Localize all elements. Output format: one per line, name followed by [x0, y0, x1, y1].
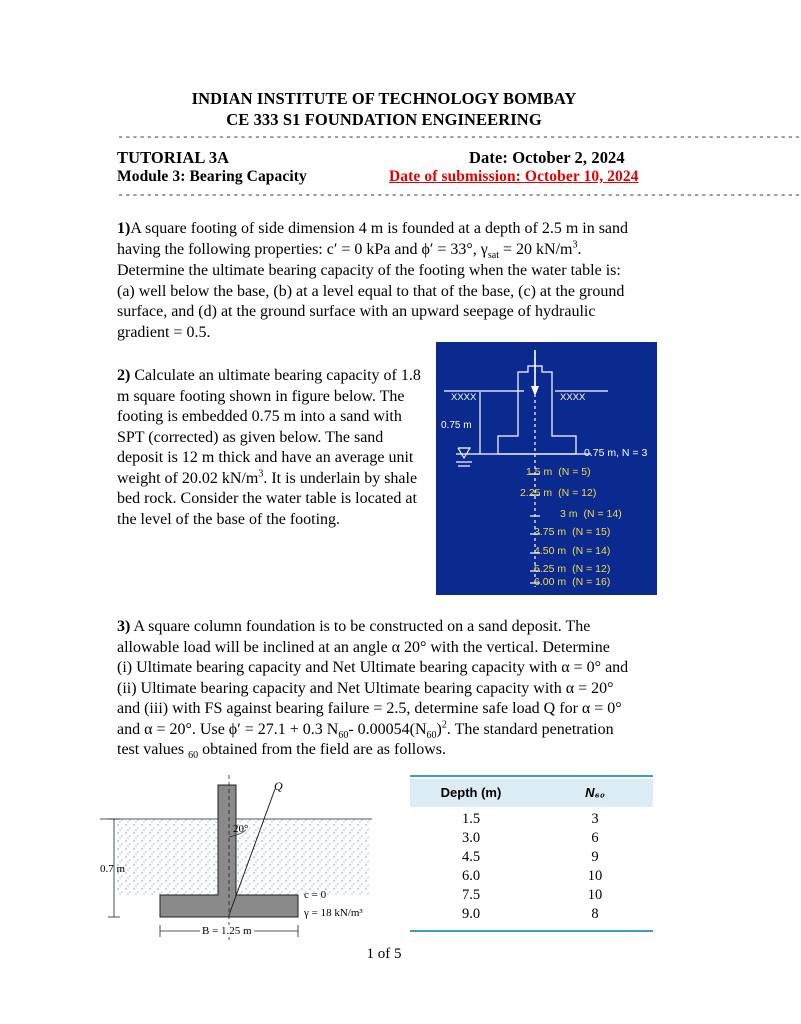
spt-label: 3 m (N = 14)	[560, 508, 622, 520]
q1-line-1: A square footing of side dimension 4 m is founded at a depth of 2.5 m in sand	[130, 220, 629, 237]
q1-line-2: having the following properties: c′ = 0 kPa and ϕ′ = 33°, $\gamma_{sat} = 20$ $kN/m^3$.	[117, 239, 582, 261]
q2-line-2: m square footing shown in figure below. The	[117, 387, 405, 405]
q3-number: 3)	[117, 618, 131, 635]
spt-label: 3.75 m (N = 15)	[534, 526, 611, 538]
n60-cell: 9	[591, 849, 599, 865]
spt-label: 4.50 m (N = 14)	[534, 545, 611, 557]
n60-cell: 8	[591, 906, 599, 922]
q3-line-7: test values $_{60}$ obtained from the field are as follows.	[117, 741, 447, 762]
q2-footing-figure	[436, 342, 657, 595]
q3-width-label: B = 1.25 m	[202, 925, 252, 937]
q1-line-5: surface, and (d) at the ground surface with an upward seepage of hydraulic	[117, 303, 596, 320]
q1-line-4: (a) well below the base, (b) at a level equal to that of the base, (c) at the ground	[117, 282, 625, 300]
depth-cell: 7.5	[461, 887, 481, 903]
depth-cell: 6.0	[461, 868, 481, 884]
course-title: CE 333 S1 FOUNDATION ENGINEERING	[226, 110, 542, 129]
submission-date: Date of submission: October 10, 2024	[389, 168, 639, 185]
spt-label: 6.00 m (N = 16)	[534, 576, 611, 588]
q1-line-6: gradient = 0.5.	[117, 323, 211, 341]
spt-label: 5.25 m (N = 12)	[534, 563, 611, 575]
table-row	[410, 906, 653, 924]
q2-line-6: weight of 20.02 $kN/m^3$. It is underlain by shale	[117, 468, 418, 487]
q2-line-4: SPT (corrected) as given below. The sand	[117, 428, 384, 446]
q3-cohesion-label: c = 0	[304, 889, 327, 901]
depth-cell: 4.5	[461, 849, 481, 865]
q3-line-4: (ii) Ultimate bearing capacity and Net Ultimate bearing capacity with α = 20°	[117, 679, 614, 697]
page-number: 1 of 5	[366, 946, 402, 962]
depth-cell: 1.5	[461, 811, 481, 827]
q2-line-8: the level of the base of the footing.	[117, 510, 341, 528]
table-header	[410, 779, 653, 807]
q1-number: 1)	[117, 220, 131, 237]
q2-line-7: bed rock. Consider the water table is located at	[117, 490, 417, 507]
q3-line-3: (i) Ultimate bearing capacity and Net Ultimate bearing capacity with α = 0° and	[117, 659, 629, 676]
table-row	[410, 849, 653, 867]
q2-line-3: footing is embedded 0.75 m into a sand with	[117, 408, 402, 425]
q2-hatch-left: XXXX	[451, 392, 477, 403]
date-label: Date: October 2, 2024	[469, 148, 625, 167]
q3-line-1: A square column foundation is to be constructed on a sand deposit. The	[130, 618, 591, 635]
q3-footing-diagram	[100, 775, 390, 945]
n60-cell: 10	[587, 868, 603, 884]
q2-spt-labels	[436, 342, 657, 595]
table-row	[410, 868, 653, 886]
question-3	[117, 617, 652, 761]
n60-cell: 10	[587, 887, 603, 903]
tutorial-label: TUTORIAL 3A	[117, 148, 230, 167]
question-2	[117, 366, 432, 530]
spt-label: 1.5 m (N = 5)	[526, 466, 591, 478]
spt-label: 2.25 m (N = 12)	[520, 487, 597, 499]
question-1	[117, 219, 652, 343]
q3-angle-label: 20°	[233, 823, 249, 835]
q3-line-5: and (iii) with FS against bearing failure = 2.5, determine safe load Q for α = 0°	[117, 700, 622, 717]
divider-bottom: -----------------------------------------------------------------------------------------------	[117, 188, 801, 202]
table-row	[410, 887, 653, 905]
table-header-n60: N₆₀	[585, 785, 605, 800]
table-row	[410, 811, 653, 829]
q3-line-6: and α = 20°. Use ϕ′ = 27.1 + 0.3 $N_{60}-$ $0.00054(N_{60})^2$. The standard penetration	[117, 719, 614, 741]
table-header-depth: Depth (m)	[440, 785, 502, 800]
q2-hatch-right: XXXX	[560, 392, 586, 403]
q3-load-label: Q	[274, 779, 283, 793]
institute-title: INDIAN INSTITUTE OF TECHNOLOGY BOMBAY	[191, 89, 577, 108]
table-body	[410, 811, 653, 929]
q3-footing-figure	[100, 775, 390, 945]
q2-number: 2)	[117, 367, 131, 384]
q3-depth-label: 0.7 m	[100, 863, 126, 875]
table-row	[410, 830, 653, 848]
q2-embed-label: 0.75 m	[441, 420, 472, 431]
q2-line-5: deposit is 12 m thick and have an average unit	[117, 449, 414, 466]
q2-base-label: 0.75 m, N = 3	[584, 447, 648, 459]
depth-cell: 3.0	[461, 830, 481, 846]
module-label: Module 3: Bearing Capacity	[117, 168, 307, 185]
q3-line-2: allowable load will be inclined at an angle α 20° with the vertical. Determine	[117, 638, 610, 656]
q2-line-1: Calculate an ultimate bearing capacity of 1.8	[130, 367, 421, 384]
n60-cell: 6	[591, 830, 599, 846]
n60-cell: 3	[591, 811, 599, 827]
divider-top: -----------------------------------------------------------------------------------------------	[117, 130, 801, 144]
q3-spt-table	[410, 775, 653, 933]
q3-unit-weight-label: γ = 18 kN/m³	[304, 907, 363, 919]
depth-cell: 9.0	[461, 906, 481, 922]
q1-line-3: Determine the ultimate bearing capacity of the footing when the water table is:	[117, 262, 621, 279]
